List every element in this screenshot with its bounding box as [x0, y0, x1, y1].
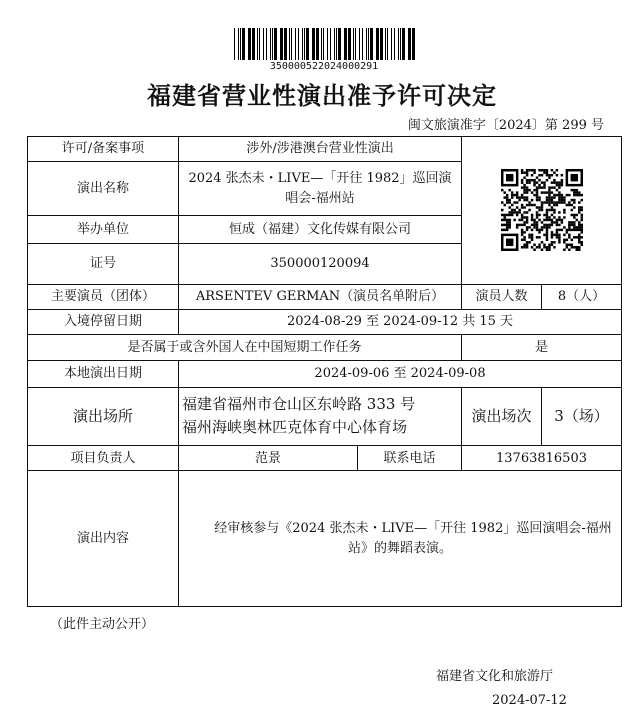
short-term-label: 是否属于或含外国人在中国短期工作任务 — [28, 335, 462, 361]
shows-label: 演出场次 — [462, 387, 542, 446]
qr-code — [501, 169, 583, 251]
show-name-label: 演出名称 — [28, 162, 179, 216]
table-row — [28, 446, 622, 471]
table-row — [28, 335, 622, 361]
issuing-authority: 福建省文化和旅游厅 — [436, 669, 554, 684]
organizer-value: 恒成（福建）文化传媒有限公司 — [179, 215, 462, 243]
shows-value: 3（场） — [542, 387, 622, 446]
license-value: 350000120094 — [179, 244, 462, 284]
table-row — [28, 137, 622, 162]
performers-value: ARSENTEV GERMAN（演员名单附后） — [179, 284, 462, 309]
venue-value — [179, 387, 462, 446]
barcode-number: 350000522024000291 — [269, 61, 379, 72]
table-row — [28, 387, 622, 446]
performer-count-label: 演员人数 — [462, 284, 542, 309]
document-number: 闽文旅演准字〔2024〕第 299 号 — [407, 118, 604, 133]
content-label: 演出内容 — [28, 471, 179, 607]
document-title: 福建省营业性演出准予许可决定 — [147, 81, 497, 110]
issue-date: 2024-07-12 — [492, 693, 567, 708]
venue-label: 演出场所 — [28, 387, 179, 446]
short-term-value: 是 — [462, 335, 622, 361]
entry-period-value: 2024-08-29 至 2024-09-12 共 15 天 — [179, 309, 622, 334]
local-dates-label: 本地演出日期 — [28, 361, 179, 387]
organizer-label: 举办单位 — [28, 215, 179, 243]
show-name-value: 2024 张杰未・LIVE—「开往 1982」巡回演唱会-福州站 — [179, 162, 462, 216]
venue-line-2: 福州海峡奥林匹克体育中心体育场 — [182, 418, 408, 437]
performers-label: 主要演员（团体） — [28, 284, 179, 309]
performer-count-value: 8（人） — [542, 284, 622, 309]
qr-code-cell — [462, 137, 622, 285]
table-row — [28, 361, 622, 387]
permit-type-label: 许可/备案事项 — [28, 137, 179, 162]
table-row — [28, 471, 622, 607]
entry-period-label: 入境停留日期 — [28, 309, 179, 334]
local-dates-value: 2024-09-06 至 2024-09-08 — [179, 361, 622, 387]
table-row — [28, 309, 622, 334]
venue-line-1: 福建省福州市仓山区东岭路 333 号 — [182, 395, 416, 414]
barcode — [232, 28, 416, 60]
phone-label: 联系电话 — [358, 446, 462, 471]
table-row — [28, 284, 622, 309]
manager-value: 范景 — [179, 446, 358, 471]
permit-type-value: 涉外/涉港澳台营业性演出 — [179, 137, 462, 162]
content-value: 经审核参与《2024 张杰未・LIVE—「开往 1982」巡回演唱会-福州站》的舞蹈表演。 — [179, 471, 622, 607]
license-label: 证号 — [28, 244, 179, 284]
manager-label: 项目负责人 — [28, 446, 179, 471]
permit-table — [27, 136, 622, 607]
phone-value: 13763816503 — [462, 446, 622, 471]
public-disclosure-note: （此件主动公开） — [50, 617, 155, 632]
